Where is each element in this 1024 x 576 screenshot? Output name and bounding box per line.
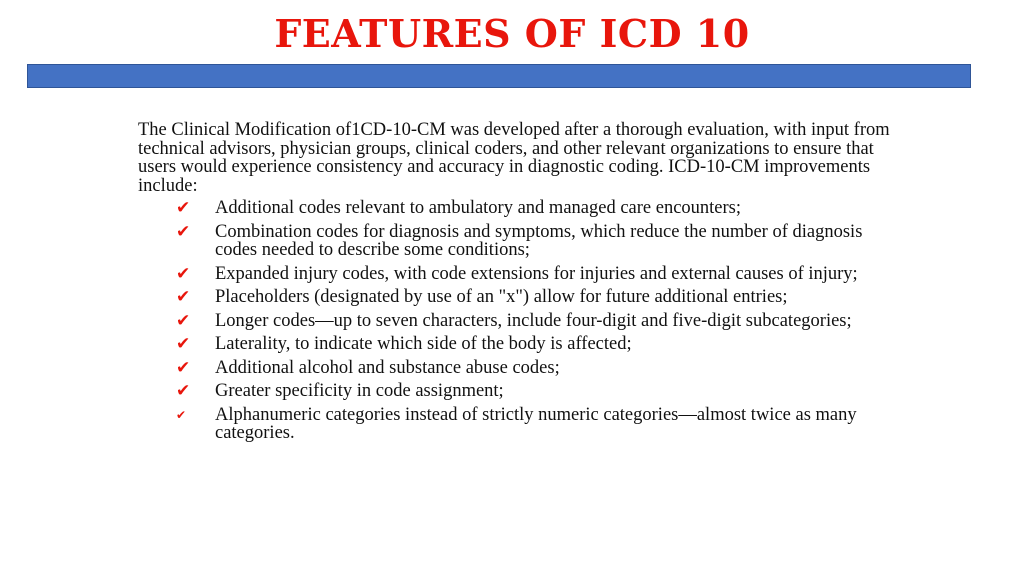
list-item-text: Greater specificity in code assignment; — [215, 381, 504, 401]
list-item — [138, 199, 898, 218]
improvements-list — [138, 199, 898, 443]
list-item-text: Laterality, to indicate which side of the body is affected; — [215, 334, 632, 354]
slide-body — [138, 121, 898, 448]
list-item-text: Additional alcohol and substance abuse codes; — [215, 357, 560, 378]
checkmark-icon: ✔ — [176, 221, 191, 242]
checkmark-icon: ✔ — [176, 263, 191, 284]
list-item — [138, 312, 898, 331]
checkmark-icon: ✔ — [176, 287, 191, 307]
list-item-text: Combination codes for diagnosis and symptoms, which reduce the number of diagnosis codes needed to describe some conditions; — [215, 221, 863, 260]
checkmark-icon: ✔ — [176, 357, 191, 378]
list-item-text: Additional codes relevant to ambulatory and managed care encounters; — [215, 198, 742, 218]
list-item-text: Longer codes—up to seven characters, include four-digit and five-digit subcategories; — [215, 310, 852, 331]
checkmark-icon: ✔ — [176, 381, 191, 401]
list-item — [138, 288, 898, 307]
list-item-text: Alphanumeric categories instead of strictly numeric categories—almost twice as many categories. — [215, 404, 857, 443]
checkmark-icon: ✔ — [176, 310, 191, 331]
list-item — [138, 406, 898, 443]
checkmark-icon: ✔ — [176, 334, 191, 354]
list-item-text: Expanded injury codes, with code extensions for injuries and external causes of injury; — [215, 263, 858, 284]
list-item — [138, 223, 898, 260]
checkmark-icon: ✔ — [176, 407, 187, 422]
title-underline-bar — [27, 64, 971, 88]
list-item — [138, 335, 898, 354]
list-item-text: Placeholders (designated by use of an "x") allow for future additional entries; — [215, 287, 788, 307]
list-item — [138, 265, 898, 284]
checkmark-icon: ✔ — [176, 198, 191, 218]
list-item — [138, 359, 898, 378]
intro-paragraph: The Clinical Modification of1CD-10-CM was developed after a thorough evaluation, with input from technical advisors, physician groups, clinical coders, and other relevant organizations to ensure that users would experience consistency and accuracy in diagnostic coding. ICD-10-CM improvements include: — [138, 120, 890, 196]
slide-title: FEATURES OF ICD 10 — [274, 11, 750, 56]
list-item — [138, 382, 898, 401]
